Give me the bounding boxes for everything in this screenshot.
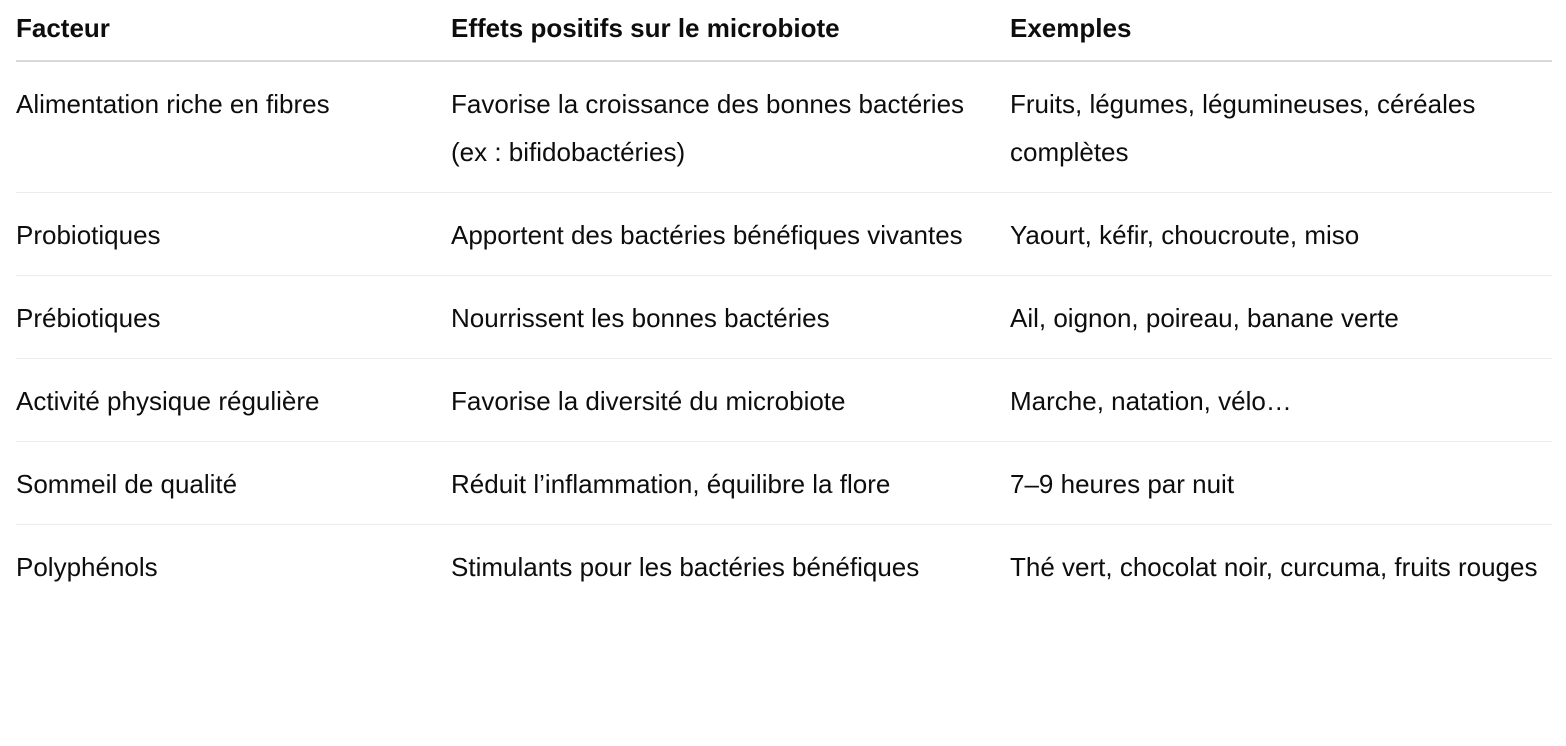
header-row (16, 0, 1552, 61)
cell-effets: Réduit l’inflammation, équilibre la flore (451, 442, 1010, 525)
table-row (16, 525, 1552, 608)
table-body (16, 61, 1552, 607)
table-row (16, 276, 1552, 359)
cell-exemples: Ail, oignon, poireau, banane verte (1010, 276, 1552, 359)
table-row (16, 193, 1552, 276)
cell-facteur: Sommeil de qualité (16, 442, 451, 525)
table-row (16, 359, 1552, 442)
cell-facteur: Probiotiques (16, 193, 451, 276)
cell-exemples: Yaourt, kéfir, choucroute, miso (1010, 193, 1552, 276)
cell-effets: Favorise la croissance des bonnes bactéries (ex : bifidobactéries) (451, 61, 1010, 193)
cell-facteur: Prébiotiques (16, 276, 451, 359)
column-header-exemples: Exemples (1010, 0, 1552, 61)
cell-exemples: Fruits, légumes, légumineuses, céréales complètes (1010, 61, 1552, 193)
cell-exemples: Marche, natation, vélo… (1010, 359, 1552, 442)
table-row (16, 61, 1552, 193)
cell-exemples: Thé vert, chocolat noir, curcuma, fruits rouges (1010, 552, 1538, 582)
table-row (16, 442, 1552, 525)
cell-effets: Favorise la diversité du microbiote (451, 359, 1010, 442)
cell-facteur: Alimentation riche en fibres (16, 61, 451, 193)
column-header-effets: Effets positifs sur le microbiote (451, 0, 1010, 61)
table-header (16, 0, 1552, 61)
cell-effets: Stimulants pour les bactéries bénéfiques (451, 552, 920, 582)
cell-exemples: 7–9 heures par nuit (1010, 442, 1552, 525)
data-table (16, 0, 1552, 607)
cell-facteur: Polyphénols (16, 552, 158, 582)
column-header-facteur: Facteur (16, 0, 451, 61)
cell-facteur: Activité physique régulière (16, 359, 451, 442)
cell-effets: Nourrissent les bonnes bactéries (451, 276, 1010, 359)
data-table-container (16, 0, 1552, 607)
cell-effets: Apportent des bactéries bénéfiques vivantes (451, 193, 1010, 276)
